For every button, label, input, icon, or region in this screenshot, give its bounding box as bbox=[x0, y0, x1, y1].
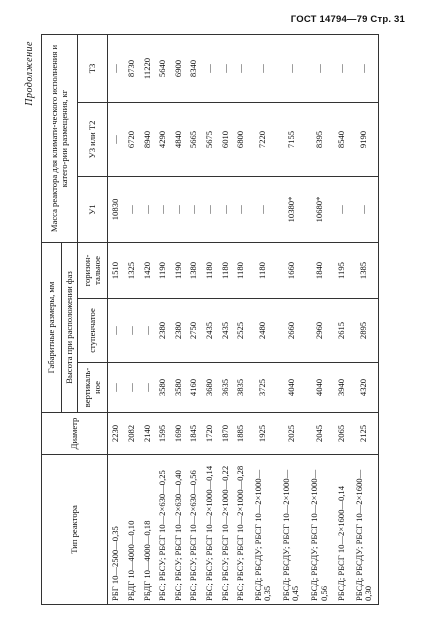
cell-u3: 7220 bbox=[249, 102, 277, 176]
table-row bbox=[349, 34, 378, 604]
cell-t3: 8340 bbox=[186, 34, 202, 102]
cell-stepped: 2380 bbox=[155, 299, 171, 363]
cell-t3: — bbox=[334, 34, 350, 102]
cell-u3: 6010 bbox=[217, 102, 233, 176]
cell-vertical: 4320 bbox=[349, 363, 378, 413]
cell-horizontal: 1180 bbox=[233, 242, 249, 298]
cell-vertical: 3835 bbox=[233, 363, 249, 413]
cell-horizontal: 1510 bbox=[108, 242, 124, 298]
cell-u1: — bbox=[349, 176, 378, 242]
continuation-label: Продолжение bbox=[24, 41, 35, 106]
cell-horizontal: 1180 bbox=[249, 242, 277, 298]
cell-type: РБСД; РБСДУ; РБСГ 10—2×1000—0,45 bbox=[277, 455, 305, 605]
cell-stepped: 2660 bbox=[277, 299, 305, 363]
table-row bbox=[155, 34, 171, 604]
cell-u3: 4840 bbox=[171, 102, 187, 176]
cell-diameter: 1720 bbox=[202, 413, 218, 455]
cell-vertical: — bbox=[108, 363, 124, 413]
cell-diameter: 1870 bbox=[217, 413, 233, 455]
cell-stepped: — bbox=[139, 299, 155, 363]
cell-u1: — bbox=[217, 176, 233, 242]
cell-diameter: 2125 bbox=[349, 413, 378, 455]
cell-u3: 5665 bbox=[186, 102, 202, 176]
cell-type: РБСД; РБСДУ; РБСГ 10—2×1600—0,30 bbox=[349, 455, 378, 605]
cell-horizontal: 1420 bbox=[139, 242, 155, 298]
cell-stepped: 2960 bbox=[305, 299, 333, 363]
cell-type: РБСД; РБСГ 10—2×1600—0,14 bbox=[334, 455, 350, 605]
table-row bbox=[217, 34, 233, 604]
cell-stepped: 2750 bbox=[186, 299, 202, 363]
cell-u1: 10830 bbox=[108, 176, 124, 242]
cell-diameter: 2230 bbox=[108, 413, 124, 455]
cell-stepped: — bbox=[108, 299, 124, 363]
cell-stepped: 2435 bbox=[202, 299, 218, 363]
cell-horizontal: 1190 bbox=[171, 242, 187, 298]
cell-stepped: 2435 bbox=[217, 299, 233, 363]
cell-t3: — bbox=[217, 34, 233, 102]
cell-u1: — bbox=[186, 176, 202, 242]
cell-t3: — bbox=[202, 34, 218, 102]
cell-t3: — bbox=[108, 34, 124, 102]
cell-u3: 8395 bbox=[305, 102, 333, 176]
cell-vertical: 3580 bbox=[155, 363, 171, 413]
cell-u1: 10680* bbox=[305, 176, 333, 242]
table-row bbox=[249, 34, 277, 604]
cell-horizontal: 1180 bbox=[202, 242, 218, 298]
cell-vertical: — bbox=[124, 363, 140, 413]
col-header-vertical: вертикаль-ное bbox=[78, 363, 108, 413]
cell-t3: — bbox=[305, 34, 333, 102]
cell-u3: 4290 bbox=[155, 102, 171, 176]
table-row bbox=[334, 34, 350, 604]
cell-stepped: 2895 bbox=[349, 299, 378, 363]
table-row bbox=[108, 34, 124, 604]
col-header-u1: У1 bbox=[78, 176, 108, 242]
col-header-horizontal: горизон-тальное bbox=[78, 242, 108, 298]
cell-vertical: 3680 bbox=[202, 363, 218, 413]
cell-horizontal: 1325 bbox=[124, 242, 140, 298]
table-row bbox=[124, 34, 140, 604]
cell-diameter: 1595 bbox=[155, 413, 171, 455]
cell-diameter: 2065 bbox=[334, 413, 350, 455]
cell-type: РБС; РБСУ; РБСГ 10—2×630—0,40 bbox=[171, 455, 187, 605]
cell-diameter: 1925 bbox=[249, 413, 277, 455]
cell-horizontal: 1180 bbox=[217, 242, 233, 298]
cell-type: РБГ 10—2500—0,35 bbox=[108, 455, 124, 605]
page-header: ГОСТ 14794—79 Стр. 31 bbox=[290, 14, 405, 25]
cell-vertical: 4040 bbox=[277, 363, 305, 413]
cell-u1: — bbox=[171, 176, 187, 242]
cell-u3: 6800 bbox=[233, 102, 249, 176]
cell-u1: — bbox=[139, 176, 155, 242]
col-header-diameter: Диаметр bbox=[42, 413, 108, 455]
cell-stepped: 2525 bbox=[233, 299, 249, 363]
table-body bbox=[108, 34, 379, 604]
cell-type: РБСД; РБСДУ; РБСГ 10—2×1000—0,35 bbox=[249, 455, 277, 605]
cell-t3: 8730 bbox=[124, 34, 140, 102]
cell-u3: — bbox=[108, 102, 124, 176]
cell-stepped: 2380 bbox=[171, 299, 187, 363]
cell-type: РБДГ 10—4000—0,10 bbox=[124, 455, 140, 605]
reactor-table bbox=[41, 34, 379, 605]
cell-horizontal: 1660 bbox=[277, 242, 305, 298]
cell-horizontal: 1190 bbox=[155, 242, 171, 298]
cell-horizontal: 1385 bbox=[349, 242, 378, 298]
col-header-t3: Т3 bbox=[78, 34, 108, 102]
cell-t3: — bbox=[349, 34, 378, 102]
cell-u1: — bbox=[233, 176, 249, 242]
col-header-dimensions: Габаритные размеры, мм bbox=[42, 242, 62, 412]
cell-diameter: 2082 bbox=[124, 413, 140, 455]
cell-vertical: 3580 bbox=[171, 363, 187, 413]
cell-diameter: 1845 bbox=[186, 413, 202, 455]
cell-type: РБСД; РБСДУ; РБСГ 10—2×1000—0,56 bbox=[305, 455, 333, 605]
cell-u1: — bbox=[249, 176, 277, 242]
cell-u1: — bbox=[334, 176, 350, 242]
cell-stepped: 2480 bbox=[249, 299, 277, 363]
table-row bbox=[233, 34, 249, 604]
cell-u1: — bbox=[202, 176, 218, 242]
cell-type: РБС; РБСУ; РБСГ 10—2×630—0,25 bbox=[155, 455, 171, 605]
cell-diameter: 1690 bbox=[171, 413, 187, 455]
cell-type: РБДГ 10—4000—0,18 bbox=[139, 455, 155, 605]
col-header-mass: Масса реактора для климати-ческого исполнения и катего-рии размещения, кг bbox=[42, 34, 78, 242]
cell-horizontal: 1195 bbox=[334, 242, 350, 298]
rotated-table-sheet bbox=[25, 35, 390, 605]
cell-vertical: 4160 bbox=[186, 363, 202, 413]
cell-stepped: 2615 bbox=[334, 299, 350, 363]
cell-horizontal: 1840 bbox=[305, 242, 333, 298]
table-row bbox=[139, 34, 155, 604]
table-row bbox=[305, 34, 333, 604]
cell-vertical: — bbox=[139, 363, 155, 413]
cell-diameter: 2140 bbox=[139, 413, 155, 455]
cell-t3: — bbox=[249, 34, 277, 102]
cell-u3: 9190 bbox=[349, 102, 378, 176]
cell-u1: — bbox=[124, 176, 140, 242]
cell-type: РБС; РБСУ; РБСГ 10—2×1000—0,22 bbox=[217, 455, 233, 605]
cell-stepped: — bbox=[124, 299, 140, 363]
cell-diameter: 2045 bbox=[305, 413, 333, 455]
table-row bbox=[186, 34, 202, 604]
cell-vertical: 3635 bbox=[217, 363, 233, 413]
col-header-u3: У3 или Т2 bbox=[78, 102, 108, 176]
col-header-stepped: ступенчатое bbox=[78, 299, 108, 363]
cell-type: РБС; РБСУ; РБСГ 10—2×1000—0,14 bbox=[202, 455, 218, 605]
cell-diameter: 2025 bbox=[277, 413, 305, 455]
cell-t3: 6900 bbox=[171, 34, 187, 102]
cell-t3: 5640 bbox=[155, 34, 171, 102]
table-row bbox=[202, 34, 218, 604]
col-header-type: Тип реактора bbox=[42, 455, 108, 605]
cell-u1: — bbox=[155, 176, 171, 242]
cell-t3: 11220 bbox=[139, 34, 155, 102]
table-row bbox=[171, 34, 187, 604]
cell-u3: 5675 bbox=[202, 102, 218, 176]
cell-u3: 7155 bbox=[277, 102, 305, 176]
cell-vertical: 3940 bbox=[334, 363, 350, 413]
cell-type: РБС; РБСУ; РБСГ 10—2×630—0,56 bbox=[186, 455, 202, 605]
cell-horizontal: 1380 bbox=[186, 242, 202, 298]
cell-t3: — bbox=[233, 34, 249, 102]
cell-t3: — bbox=[277, 34, 305, 102]
cell-u3: 6720 bbox=[124, 102, 140, 176]
cell-u3: 8540 bbox=[334, 102, 350, 176]
col-header-height-group: Высота при расположении фаз bbox=[62, 242, 78, 412]
table-row bbox=[277, 34, 305, 604]
cell-type: РБС; РБСУ; РБСГ 10—2×1000—0,28 bbox=[233, 455, 249, 605]
cell-u3: 8940 bbox=[139, 102, 155, 176]
cell-diameter: 1885 bbox=[233, 413, 249, 455]
cell-vertical: 4040 bbox=[305, 363, 333, 413]
cell-vertical: 3725 bbox=[249, 363, 277, 413]
cell-u1: 10380* bbox=[277, 176, 305, 242]
